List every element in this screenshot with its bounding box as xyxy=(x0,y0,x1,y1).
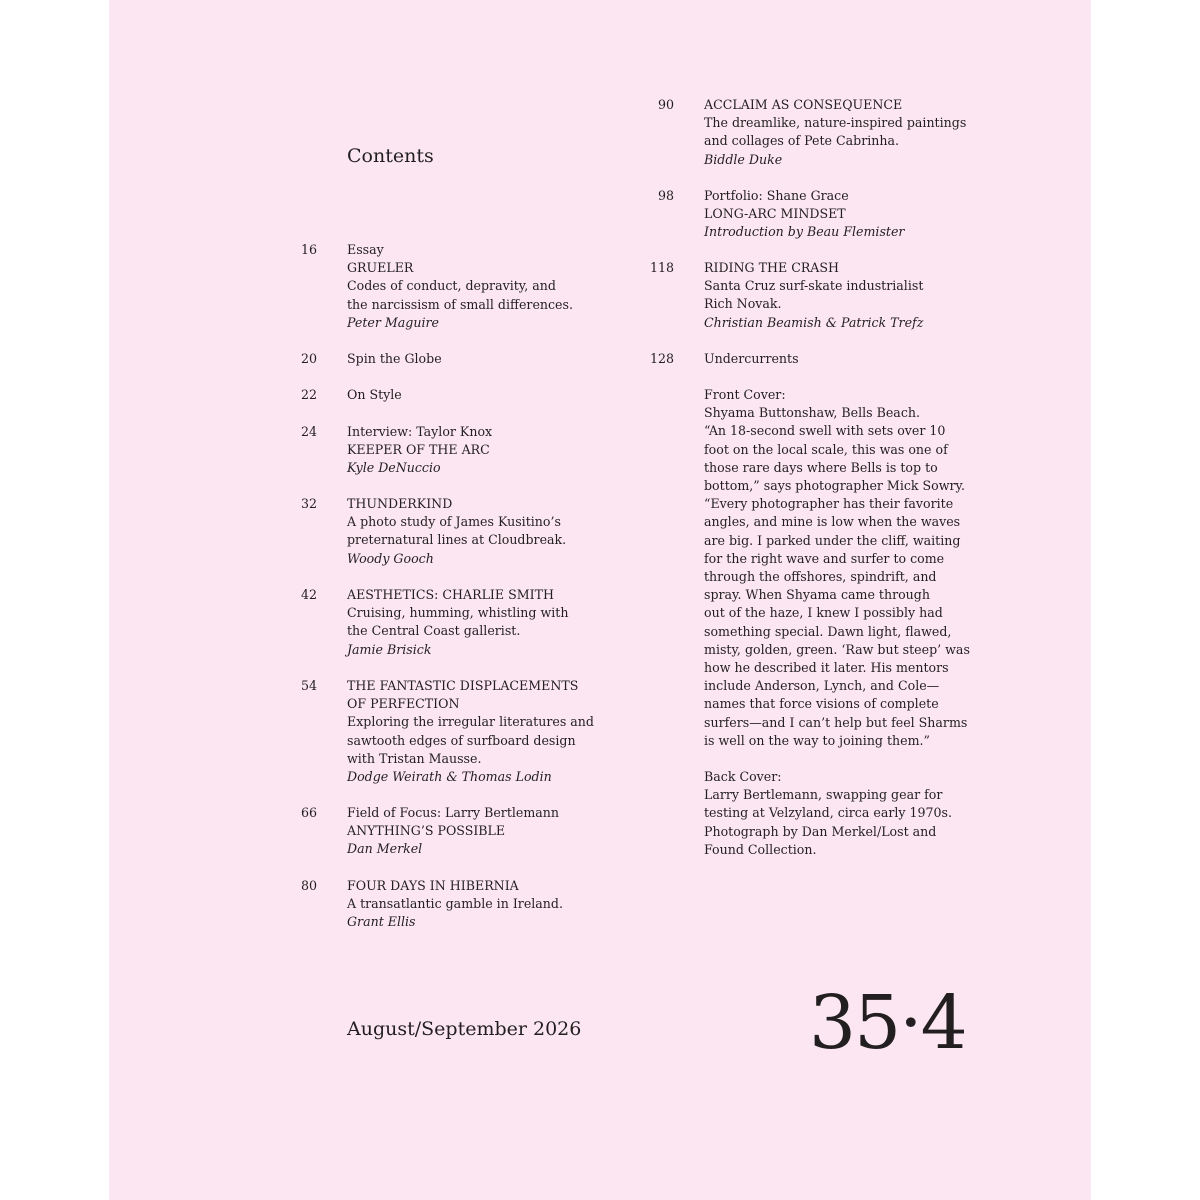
toc-entry xyxy=(300,423,493,478)
back-cover-caption xyxy=(704,768,952,859)
toc-line: ANYTHING’S POSSIBLE xyxy=(347,823,506,839)
toc-line: Essay xyxy=(347,242,384,257)
toc-entry xyxy=(300,877,563,932)
toc-line: with Tristan Mausse. xyxy=(347,750,482,766)
caption-line: spray. When Shyama came through xyxy=(704,587,930,603)
toc-author: Jamie Brisick xyxy=(347,641,432,657)
front-cover-caption xyxy=(704,386,970,750)
toc-page-number: 90 xyxy=(657,97,674,112)
toc-author: Grant Ellis xyxy=(347,914,416,930)
toc-page-number: 54 xyxy=(300,678,317,693)
caption-line: misty, golden, green. ‘Raw but steep’ was xyxy=(704,641,970,657)
toc-entry xyxy=(300,677,594,786)
toc-page-number: 32 xyxy=(300,496,317,511)
caption-line: Front Cover: xyxy=(704,387,786,402)
toc-line: The dreamlike, nature-inspired paintings xyxy=(704,115,967,131)
toc-page-number: 66 xyxy=(300,805,317,820)
toc-line: Spin the Globe xyxy=(347,351,442,366)
toc-entry xyxy=(300,495,567,568)
caption-line: Found Collection. xyxy=(704,841,817,857)
caption-line: include Anderson, Lynch, and Cole— xyxy=(704,678,940,694)
toc-line: Santa Cruz surf-skate industrialist xyxy=(704,278,924,294)
toc-author: Dodge Weirath & Thomas Lodin xyxy=(347,769,552,785)
toc-entry xyxy=(657,96,967,169)
toc-line: Exploring the irregular literatures and xyxy=(347,714,594,730)
toc-line: sawtooth edges of surfboard design xyxy=(347,732,576,748)
contents-title: Contents xyxy=(347,145,434,167)
caption-line: through the offshores, spindrift, and xyxy=(704,569,937,585)
caption-line: Shyama Buttonshaw, Bells Beach. xyxy=(704,405,920,421)
toc-line: GRUELER xyxy=(347,260,414,276)
caption-line: angles, and mine is low when the waves xyxy=(704,514,961,530)
caption-line: those rare days where Bells is top to xyxy=(704,459,938,475)
toc-line: and collages of Pete Cabrinha. xyxy=(704,133,899,149)
caption-line: out of the haze, I knew I possibly had xyxy=(704,605,943,621)
toc-entry xyxy=(300,241,573,332)
toc-line: Codes of conduct, depravity, and xyxy=(347,278,556,294)
toc-page-number: 22 xyxy=(300,387,317,402)
toc-line: OF PERFECTION xyxy=(347,696,460,712)
toc-line: THUNDERKIND xyxy=(347,496,453,511)
toc-line: Undercurrents xyxy=(704,351,799,366)
toc-page-number: 118 xyxy=(649,260,674,275)
caption-line: for the right wave and surfer to come xyxy=(704,550,945,566)
toc-line: KEEPER OF THE ARC xyxy=(347,442,490,458)
contents-page xyxy=(109,0,1091,1200)
toc-entry xyxy=(649,259,924,332)
caption-line: bottom,” says photographer Mick Sowry. xyxy=(704,478,965,494)
toc-line: ACCLAIM AS CONSEQUENCE xyxy=(704,97,903,112)
toc-page-number: 20 xyxy=(300,351,317,366)
caption-line: “An 18-second swell with sets over 10 xyxy=(704,423,946,439)
toc-line: AESTHETICS: CHARLIE SMITH xyxy=(347,587,554,602)
toc-page-number: 24 xyxy=(300,424,317,439)
toc-author: Christian Beamish & Patrick Trefz xyxy=(704,314,924,330)
toc-author: Introduction by Beau Flemister xyxy=(704,224,905,240)
toc-line: Field of Focus: Larry Bertlemann xyxy=(347,805,560,820)
issue-number: 35·4 xyxy=(809,980,966,1066)
toc-line: FOUR DAYS IN HIBERNIA xyxy=(347,878,519,893)
caption-line: Photograph by Dan Merkel/Lost and xyxy=(704,823,937,839)
caption-line: names that force visions of complete xyxy=(704,696,939,712)
caption-line: something special. Dawn light, flawed, xyxy=(704,623,952,639)
toc-entry xyxy=(300,386,402,404)
caption-line: is well on the way to joining them.” xyxy=(704,732,930,748)
toc-line: RIDING THE CRASH xyxy=(704,260,840,275)
caption-line: testing at Velzyland, circa early 1970s. xyxy=(704,805,953,821)
toc-page-number: 80 xyxy=(300,878,317,893)
toc-line: preternatural lines at Cloudbreak. xyxy=(347,532,567,548)
toc-page-number: 42 xyxy=(300,587,317,602)
caption-line: how he described it later. His mentors xyxy=(704,660,949,676)
toc-entry xyxy=(300,804,560,859)
toc-entry xyxy=(657,187,905,242)
caption-line: are big. I parked under the cliff, waiting xyxy=(704,532,961,548)
toc-line: On Style xyxy=(347,387,402,402)
toc-line: LONG-ARC MINDSET xyxy=(704,206,846,222)
toc-line: the Central Coast gallerist. xyxy=(347,623,521,639)
toc-line: Rich Novak. xyxy=(704,296,782,312)
toc-author: Peter Maguire xyxy=(347,314,439,330)
issue-date: August/September 2026 xyxy=(347,1018,582,1040)
toc-page-number: 98 xyxy=(657,188,674,203)
caption-line: Larry Bertlemann, swapping gear for xyxy=(704,787,943,803)
toc-author: Biddle Duke xyxy=(704,151,783,167)
toc-line: Cruising, humming, whistling with xyxy=(347,605,569,621)
toc-author: Kyle DeNuccio xyxy=(347,460,441,476)
toc-entry xyxy=(649,350,799,368)
toc-line: the narcissism of small differences. xyxy=(347,296,573,312)
caption-line: foot on the local scale, this was one of xyxy=(704,441,948,457)
toc-line: Interview: Taylor Knox xyxy=(347,424,493,439)
toc-line: A transatlantic gamble in Ireland. xyxy=(347,896,563,912)
caption-line: “Every photographer has their favorite xyxy=(704,496,954,512)
toc-entry xyxy=(300,586,569,659)
toc-author: Dan Merkel xyxy=(347,841,423,857)
toc-entry xyxy=(300,350,442,368)
caption-line: surfers—and I can’t help but feel Sharms xyxy=(704,714,968,730)
toc-line: A photo study of James Kusitino’s xyxy=(347,514,561,530)
toc-page-number: 16 xyxy=(300,242,317,257)
toc-line: THE FANTASTIC DISPLACEMENTS xyxy=(347,678,579,693)
toc-line: Portfolio: Shane Grace xyxy=(704,188,849,203)
toc-page-number: 128 xyxy=(649,351,674,366)
caption-line: Back Cover: xyxy=(704,769,782,784)
toc-author: Woody Gooch xyxy=(347,550,434,566)
